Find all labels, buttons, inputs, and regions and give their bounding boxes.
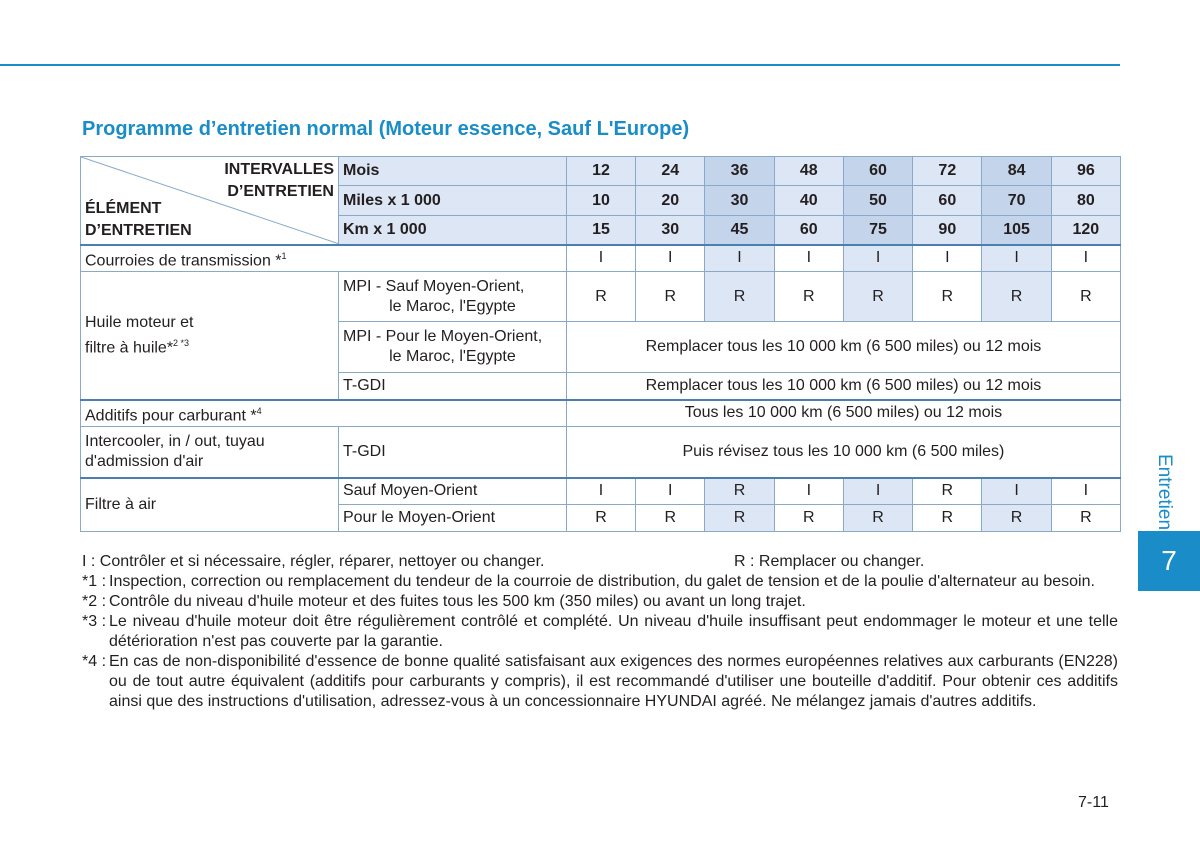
footnote-text: Le niveau d'huile moteur doit être régulièrement contrôlé et complété. Un niveau d'huile insuffisant peut endommager le moteur et une telle détérioration n'est pas couverte par la garantie. — [109, 613, 1118, 650]
header-value: 20 — [636, 186, 705, 216]
footnote-mark: *4 : — [82, 653, 107, 670]
header-value: 75 — [843, 216, 912, 245]
row-filtre-sauf — [81, 478, 1121, 505]
sub-item-intercooler-tgdi: T-GDI — [338, 427, 566, 478]
header-corner-cell — [81, 157, 339, 245]
header-value: 96 — [1051, 157, 1120, 186]
schedule-merged-cell: Puis révisez tous les 10 000 km (6 500 miles) — [566, 427, 1120, 478]
element-label: ÉLÉMENT D’ENTRETIEN — [85, 199, 192, 239]
schedule-cell: R — [774, 505, 843, 532]
item-additifs: Additifs pour carburant *$^4$ — [81, 400, 567, 427]
legend-replace: R : Remplacer ou changer. — [734, 553, 925, 570]
header-value: 105 — [982, 216, 1051, 245]
schedule-cell: I — [982, 245, 1051, 272]
header-value: 90 — [913, 216, 982, 245]
page-title: Programme d’entretien normal (Moteur essence, Sauf L'Europe) — [82, 118, 690, 140]
intervals-label: INTERVALLES D’ENTRETIEN — [224, 161, 334, 200]
footnote-2 — [82, 592, 1118, 612]
header-value: 45 — [705, 216, 774, 245]
sub-item-mpi-sauf: MPI - Sauf Moyen-Orient, le Maroc, l'Egypte — [338, 272, 566, 322]
sub-item-mpi-pour: MPI - Pour le Moyen-Orient, le Maroc, l'Egypte — [338, 322, 566, 373]
schedule-cell: R — [636, 505, 705, 532]
header-value: 84 — [982, 157, 1051, 186]
item-intercooler: Intercooler, in / out, tuyau d'admission d'air — [81, 427, 339, 478]
schedule-cell: I — [1051, 245, 1120, 272]
footnote-mark: *3 : — [82, 613, 107, 630]
schedule-cell: I — [636, 478, 705, 505]
header-value: 80 — [1051, 186, 1120, 216]
footnote-mark: *1 : — [82, 573, 107, 590]
schedule-cell: R — [982, 272, 1051, 322]
row-huile-mpi-sauf — [81, 272, 1121, 322]
header-value: 48 — [774, 157, 843, 186]
top-rule — [0, 64, 1120, 66]
header-label-km: Km x 1 000 — [338, 216, 566, 245]
footnote-text: En cas de non-disponibilité d'essence de bonne qualité satisfaisant aux exigences des normes européennes relatives aux carburants (EN228) ou de tout autre équivalent (additifs pour carburants y compris), il est recommandé d'utiliser une bouteille d'additif. Pour obtenir ces additifs ainsi que des instructions d'utilisation, adressez-vous à un concessionnaire HYUNDAI agréé. Ne mélangez jamais d'autres additifs. — [109, 653, 1118, 710]
schedule-cell: I — [982, 478, 1051, 505]
schedule-cell: I — [566, 245, 635, 272]
schedule-cell: R — [566, 505, 635, 532]
header-value: 24 — [636, 157, 705, 186]
schedule-cell: R — [913, 478, 982, 505]
schedule-cell: I — [566, 478, 635, 505]
schedule-cell: I — [843, 245, 912, 272]
header-value: 72 — [913, 157, 982, 186]
row-additifs — [81, 400, 1121, 427]
schedule-cell: R — [566, 272, 635, 322]
schedule-cell: I — [636, 245, 705, 272]
item-courroies: Courroies de transmission *$^1$ — [81, 245, 567, 272]
header-value: 60 — [843, 157, 912, 186]
header-row-months — [81, 157, 1121, 186]
header-value: 36 — [705, 157, 774, 186]
schedule-merged-cell: Remplacer tous les 10 000 km (6 500 miles) ou 12 mois — [566, 373, 1120, 400]
schedule-cell: R — [982, 505, 1051, 532]
header-label-miles: Miles x 1 000 — [338, 186, 566, 216]
schedule-cell: I — [1051, 478, 1120, 505]
header-value: 15 — [566, 216, 635, 245]
header-value: 12 — [566, 157, 635, 186]
header-value: 70 — [982, 186, 1051, 216]
footnotes — [82, 552, 1118, 712]
sub-item-tgdi: T-GDI — [338, 373, 566, 400]
schedule-cell: R — [913, 505, 982, 532]
footnote-4 — [82, 652, 1118, 712]
schedule-cell: R — [1051, 272, 1120, 322]
footnote-mark: *2 : — [82, 593, 107, 610]
schedule-cell: R — [1051, 505, 1120, 532]
header-value: 50 — [843, 186, 912, 216]
schedule-merged-cell: Remplacer tous les 10 000 km (6 500 miles) ou 12 mois — [566, 322, 1120, 373]
header-value: 40 — [774, 186, 843, 216]
schedule-cell: R — [843, 505, 912, 532]
schedule-cell: R — [636, 272, 705, 322]
header-value: 60 — [774, 216, 843, 245]
footnote-1 — [82, 572, 1118, 592]
sub-item-filtre-sauf: Sauf Moyen-Orient — [338, 478, 566, 505]
item-filtre: Filtre à air — [81, 478, 339, 532]
header-value: 30 — [705, 186, 774, 216]
schedule-cell: I — [774, 245, 843, 272]
maintenance-schedule-table — [80, 156, 1121, 532]
footnote-3 — [82, 612, 1118, 652]
footnote-text: Contrôle du niveau d'huile moteur et des fuites tous les 500 km (350 miles) ou avant un long trajet. — [109, 593, 806, 610]
row-courroies — [81, 245, 1121, 272]
schedule-cell: R — [705, 272, 774, 322]
sub-item-filtre-pour: Pour le Moyen-Orient — [338, 505, 566, 532]
row-intercooler — [81, 427, 1121, 478]
legend-line — [82, 552, 1118, 572]
schedule-merged-cell: Tous les 10 000 km (6 500 miles) ou 12 mois — [566, 400, 1120, 427]
section-side-label: Entretien — [1154, 453, 1176, 531]
schedule-cell: R — [913, 272, 982, 322]
item-huile: Huile moteur et filtre à huile*$^{2 *3}$ — [81, 272, 339, 400]
schedule-cell: R — [705, 505, 774, 532]
schedule-cell: I — [705, 245, 774, 272]
chapter-tab: 7 — [1138, 531, 1200, 591]
page-number: 7-11 — [1078, 794, 1109, 811]
header-value: 120 — [1051, 216, 1120, 245]
schedule-cell: R — [843, 272, 912, 322]
footnote-text: Inspection, correction ou remplacement du tendeur de la courroie de distribution, du galet de tension et de la poulie d'alternateur au besoin. — [109, 573, 1095, 590]
schedule-cell: R — [705, 478, 774, 505]
header-value: 10 — [566, 186, 635, 216]
schedule-cell: I — [843, 478, 912, 505]
legend-inspect: I : Contrôler et si nécessaire, régler, réparer, nettoyer ou changer. — [82, 553, 545, 570]
schedule-cell: I — [913, 245, 982, 272]
header-value: 30 — [636, 216, 705, 245]
schedule-cell: R — [774, 272, 843, 322]
header-value: 60 — [913, 186, 982, 216]
schedule-cell: I — [774, 478, 843, 505]
header-label-months: Mois — [338, 157, 566, 186]
